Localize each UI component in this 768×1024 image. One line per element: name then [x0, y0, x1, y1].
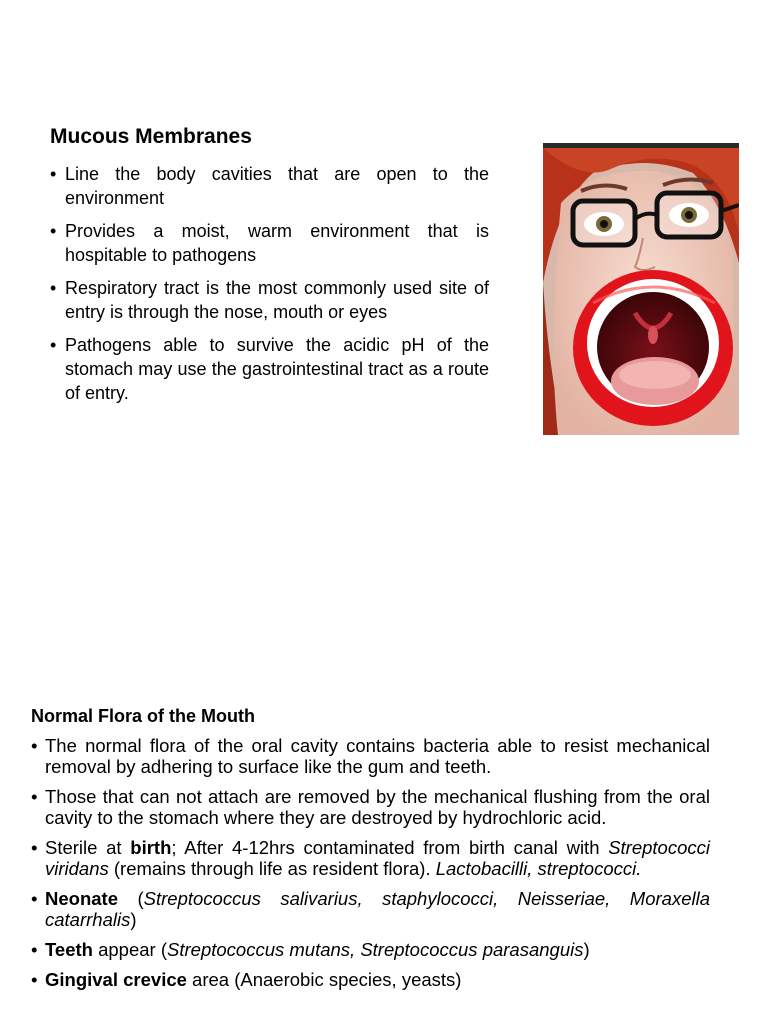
photo-woman-open-mouth-icon [543, 143, 739, 435]
list-item [29, 888, 710, 930]
list-item: • Those that can not attach are removed by the mechanical flushing from the oral cavity to the stomach where they are destroyed by hydrochloric acid. [29, 786, 710, 828]
list-item [29, 837, 710, 879]
text-run: Sterile at [45, 837, 131, 858]
text-run: appear ( [92, 939, 168, 960]
list-item: • Provides a moist, warm environment that is hospitable to pathogens [48, 219, 489, 267]
species-name: Streptococcus salivarius, staphylococci, Neisseriae, Moraxella catarrhalis [45, 888, 710, 930]
list-item: • Respiratory tract is the most commonly used site of entry is through the nose, mouth or eyes [48, 276, 489, 324]
list-item [29, 939, 710, 960]
bullet-list [29, 735, 710, 999]
slide-title: Mucous Membranes [50, 125, 252, 148]
text-run: ( [118, 888, 144, 909]
bold-term: birth [130, 837, 172, 858]
text-run: area (Anaerobic species, yeasts) [186, 969, 462, 990]
bold-term: Neonate [45, 888, 118, 909]
text-run: ) [583, 939, 590, 960]
species-name: Streptococcus mutans, Streptococcus parasanguis [167, 939, 584, 960]
bullet-list [48, 162, 489, 414]
woman-open-mouth-photo [543, 143, 739, 435]
text-run: ; After 4-12hrs contaminated from birth canal with [171, 837, 609, 858]
bold-term: Gingival crevice [45, 969, 187, 990]
slide-title: Normal Flora of the Mouth [31, 706, 255, 726]
list-item [29, 969, 710, 990]
text-run: (remains through life as resident flora). [108, 858, 436, 879]
list-item: • Line the body cavities that are open to the environment [48, 162, 489, 210]
list-item: • Pathogens able to survive the acidic pH of the stomach may use the gastrointestinal tract as a route of entry. [48, 333, 489, 405]
bold-term: Teeth [45, 939, 93, 960]
text-run: ) [130, 909, 137, 930]
list-item: • The normal flora of the oral cavity contains bacteria able to resist mechanical removal by adhering to surface like the gum and teeth. [29, 735, 710, 777]
species-name: Streptococci viridans [45, 837, 710, 879]
species-name: Lactobacilli, streptococci. [435, 858, 642, 879]
